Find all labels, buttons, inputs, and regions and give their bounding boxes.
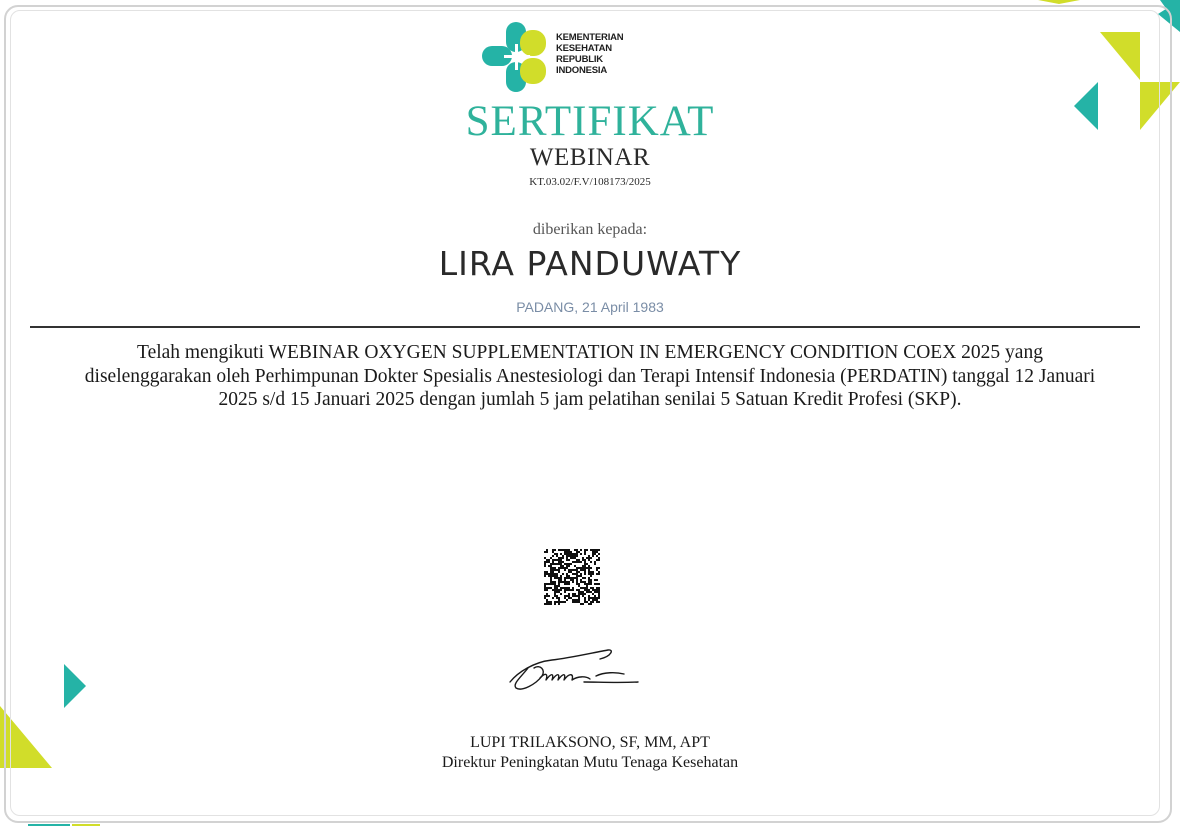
- qr-code-icon: [544, 549, 600, 605]
- lime-triangle-top: [1038, 0, 1080, 4]
- ministry-name: [556, 32, 656, 76]
- ministry-name-line: KESEHATAN: [556, 43, 612, 54]
- ministry-name-line: INDONESIA: [556, 65, 607, 76]
- recipient-name: LIRA PANDUWATY: [438, 244, 742, 283]
- signature-icon: [500, 642, 645, 698]
- recipient-birth-place-date: PADANG, 21 April 1983: [516, 299, 664, 315]
- certificate-body-text: Telah mengikuti WEBINAR OXYGEN SUPPLEMENTATION IN EMERGENCY CONDITION COEX 2025 yang diselenggarakan oleh Perhimpunan Dokter Spesialis Anestesiologi dan Terapi Intensif Indonesia (PERDATIN) tanggal 12 Januari 2025 s/d 15 Januari 2025 dengan jumlah 5 jam pelatihan senilai 5 Satuan Kredit Profesi (SKP).: [84, 342, 1096, 410]
- given-to-label: diberikan kepada:: [532, 221, 648, 238]
- certificate-number: KT.03.02/F.V/108173/2025: [529, 176, 651, 188]
- ministry-health-logo-icon: [482, 22, 550, 92]
- divider-line: [30, 326, 1140, 328]
- ministry-name-line: REPUBLIK: [556, 54, 603, 65]
- signatory-title: Direktur Peningkatan Mutu Tenaga Kesehatan: [441, 754, 739, 771]
- ministry-logo: [482, 22, 662, 94]
- certificate-subtitle: WEBINAR: [529, 144, 651, 171]
- signatory-name: LUPI TRILAKSONO, SF, MM, APT: [470, 734, 710, 751]
- ministry-name-line: KEMENTERIAN: [556, 32, 624, 43]
- certificate-title: SERTIFIKAT: [465, 98, 715, 145]
